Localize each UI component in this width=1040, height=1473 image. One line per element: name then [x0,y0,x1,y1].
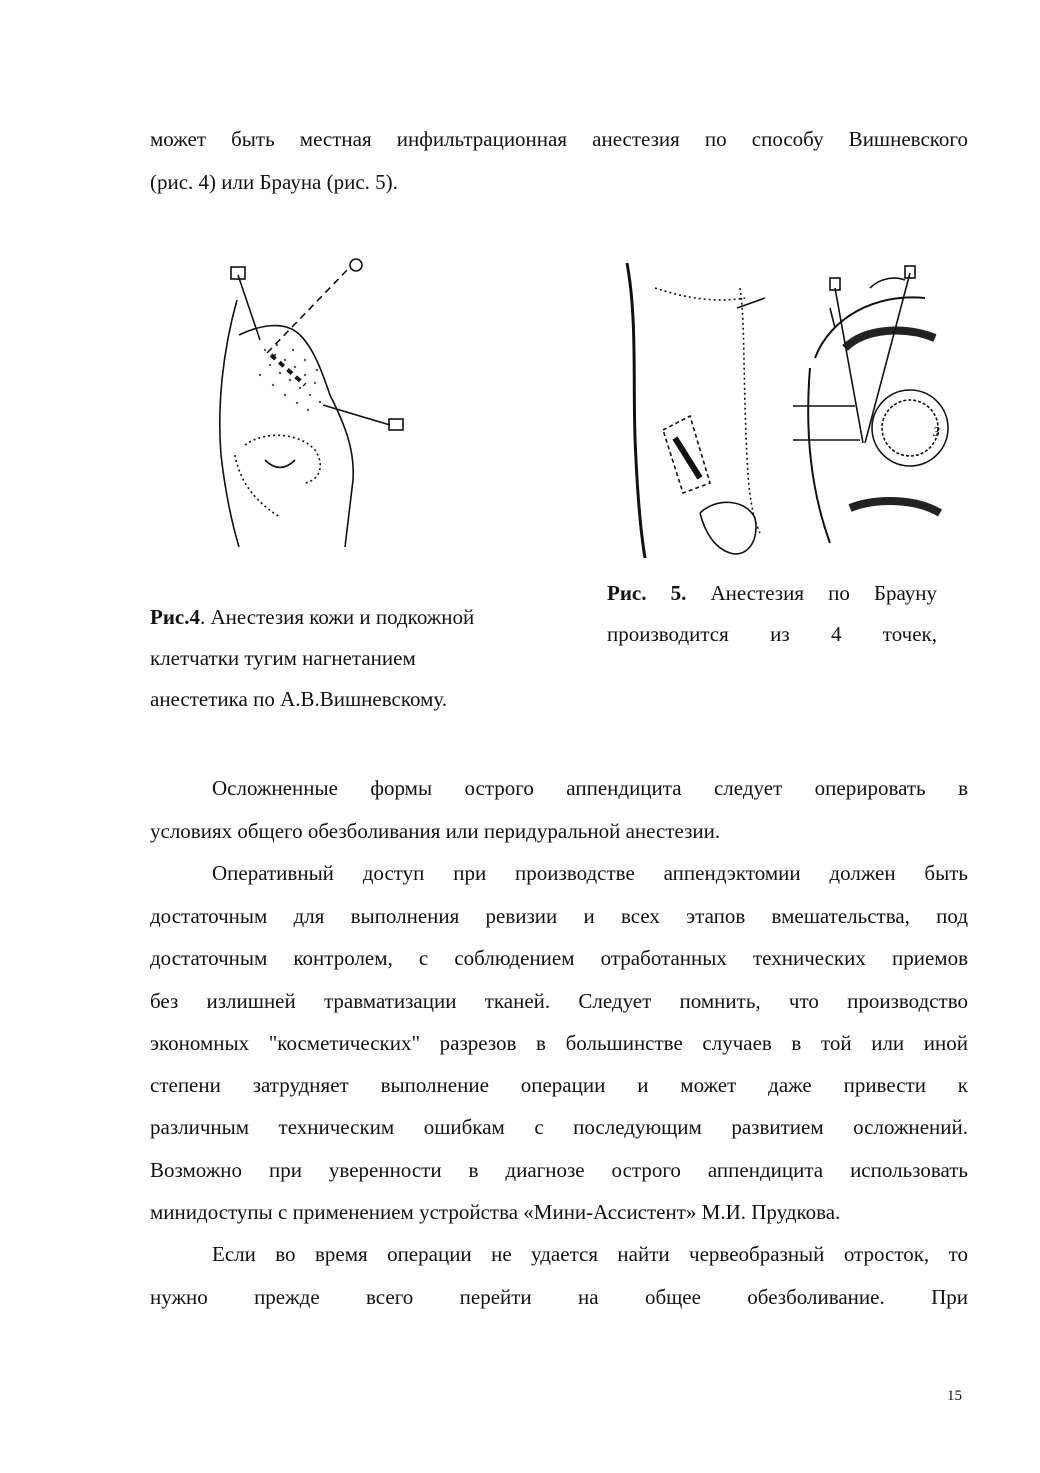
body-p2-line-6: степени затрудняет выполнение операции и может даже привести к [150,1073,968,1097]
figure-4-caption-line-1: . Анестезия кожи и подкожной [200,605,475,629]
body-p2-line-5: экономных "косметических" разрезов в большинстве случаев в той или иной [150,1031,968,1055]
body-p2-line-1: Оперативный доступ при производстве аппендэктомии должен быть [212,861,968,885]
figure-5-caption-line-1: Анестезия по Брауну [686,581,937,605]
figure-4-caption [150,597,550,720]
page-number: 15 [947,1388,962,1404]
figure-5-caption-line-2: производится из 4 точек, [607,622,937,646]
intro-line-1: может быть местная инфильтрационная анестезия по способу Вишневского [150,127,968,151]
intro-line-2: (рис. 4) или Брауна (рис. 5). [150,170,398,194]
body-p2-line-8: Возможно при уверенности в диагнозе острого аппендицита использовать [150,1158,968,1182]
figure-4-caption-line-2: клетчатки тугим нагнетанием [150,646,416,670]
figure-5-caption [607,573,937,655]
body-p2-line-9: минидоступы с применением устройства «Мини-Ассистент» М.И. Прудкова. [150,1200,841,1224]
body-p2-line-7: различным техническим ошибкам с последующим развитием осложнений. [150,1115,968,1139]
body-p2-line-2: достаточным для выполнения ревизии и всех этапов вмешательства, под [150,904,968,928]
figure-5-illustration [615,258,955,568]
body-p1-line-2: условиях общего обезболивания или перидуральной анестезии. [150,819,721,843]
body-p1-line-1: Осложненные формы острого аппендицита следует оперировать в [212,776,968,800]
body-p2-line-3: достаточным контролем, с соблюдением отработанных технических приемов [150,946,968,970]
figure-5-inset-label: 3 [933,425,940,440]
figure-4-illustration [205,255,425,550]
body-p3-line-2: нужно прежде всего перейти на общее обезболивание. При [150,1285,968,1309]
figure-4-caption-line-3: анестетика по А.В.Вишневскому. [150,687,448,711]
body-p3-line-1: Если во время операции не удается найти червеобразный отросток, то [212,1242,968,1266]
figure-5-label: Рис. 5. [607,581,687,605]
figure-4-label: Рис.4 [150,605,200,629]
body-p2-line-4: без излишней травматизации тканей. Следует помнить, что производство [150,989,968,1013]
